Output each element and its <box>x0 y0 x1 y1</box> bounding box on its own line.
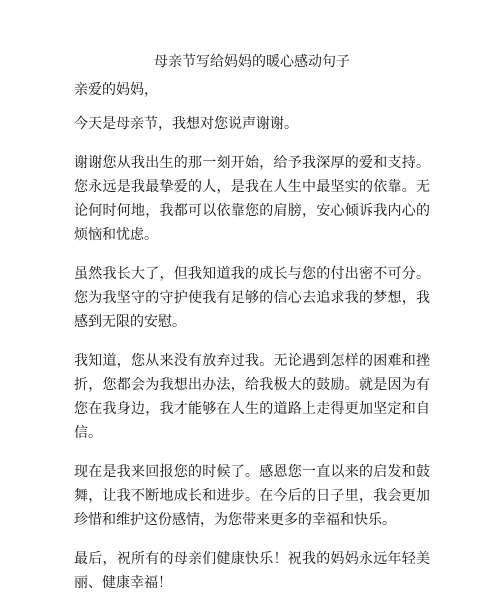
paragraph-4: 我知道，您从来没有放弃过我。无论遇到怎样的困难和挫折，您都会为我想出办法，给我极大的鼓励。就是因为有您在我身边，我才能够在人生的道路上走得更加坚定和自信。 <box>74 353 430 441</box>
salutation: 亲爱的妈妈， <box>74 82 158 98</box>
paragraph-5: 现在是我来回报您的时候了。感恩您一直以来的启发和鼓舞，让我不断地成长和进步。在今后的日子里，我会更加珍惜和维护这份感情，为您带来更多的幸福和快乐。 <box>74 464 430 528</box>
paragraph-6: 最后，祝所有的母亲们健康快乐！祝我的妈妈永远年轻美丽、健康幸福！ <box>74 551 430 591</box>
document-title: 母亲节写给妈妈的暖心感动句子 <box>154 54 350 70</box>
paragraph-3: 虽然我长大了，但我知道我的成长与您的付出密不可分。您为我坚守的守护使我有足够的信心去追求我的梦想，我感到无限的安慰。 <box>74 266 430 330</box>
paragraph-2: 谢谢您从我出生的那一刻开始，给予我深厚的爱和支持。您永远是我最挚爱的人，是我在人生中最坚实的依靠。无论何时何地，我都可以依靠您的肩膀，安心倾诉我内心的烦恼和忧虑。 <box>74 155 430 243</box>
paragraph-1: 今天是母亲节，我想对您说声谢谢。 <box>74 116 298 132</box>
